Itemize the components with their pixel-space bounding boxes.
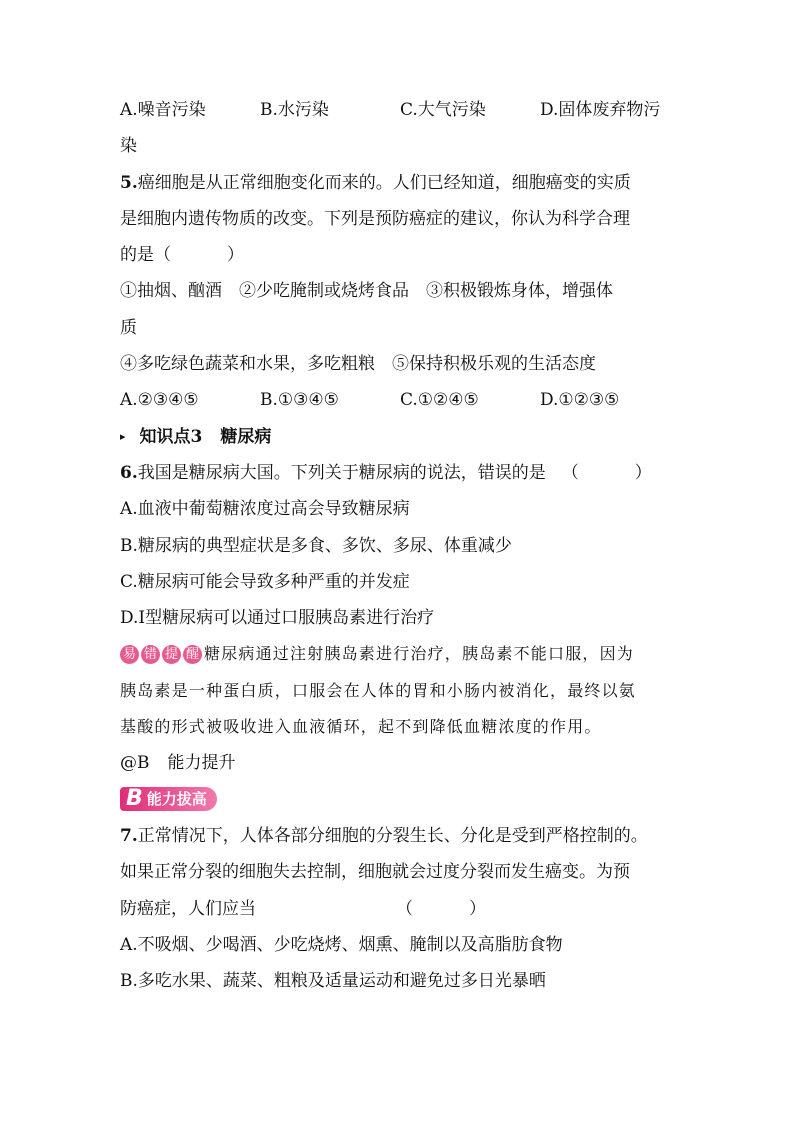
q5-option-a[interactable]: A.②③④⑤ [120, 390, 199, 411]
q6-number: 6. [120, 462, 138, 483]
q5-paren-close: ） [227, 245, 244, 266]
q6-option-b[interactable]: B.糖尿病的典型症状是多食、多饮、多尿、体重减少 [120, 535, 512, 556]
tip-text-2: 胰岛素是一种蛋白质，口服会在人体的胃和小肠内被消化，最终以氨 [120, 680, 637, 700]
q7-number: 7. [120, 825, 138, 846]
tip-text-3: 基酸的形式被吸收进入血液循环，起不到降低血糖浓度的作用。 [120, 717, 602, 737]
q5-option-d[interactable]: D.①②③⑤ [540, 390, 620, 411]
tip-text-1: 糖尿病通过注射胰岛素进行治疗，胰岛素不能口服，因为 [204, 644, 635, 664]
q6-option-d[interactable]: D.Ⅰ型糖尿病可以通过口服胰岛素进行治疗 [120, 608, 435, 629]
tip-line-1 [120, 636, 680, 672]
q7-stem-line-3 [120, 891, 680, 927]
tip-badge-char: 提 [162, 645, 181, 664]
banner-letter-b: B [126, 785, 143, 811]
q7-stem-text-1: 正常情况下，人体各部分细胞的分裂生长、分化是受到严格控制的。 [137, 825, 648, 846]
q5-stem-text-3: 的是（ [120, 245, 171, 266]
q7-option-a[interactable]: A.不吸烟、少喝酒、少吃烧烤、烟熏、腌制以及高脂肪食物 [120, 934, 563, 955]
section-b-title: 能力提升 [167, 753, 236, 774]
section-b-banner-row [120, 782, 680, 818]
q7-stem-text-3: 防癌症，人们应当 [120, 898, 256, 919]
q4-option-a[interactable]: A.噪音污染 [120, 100, 206, 120]
q5-option-b[interactable]: B.①③④⑤ [260, 390, 339, 411]
triangle-icon: ▸ [120, 429, 126, 443]
tip-line-2 [120, 673, 680, 709]
q6-stem [120, 455, 680, 491]
q5-item-line-1: ①抽烟、酗酒 ②少吃腌制或烧烤食品 ③积极锻炼身体，增强体 [120, 281, 613, 302]
q7-option-b[interactable]: B.多吃水果、蔬菜、粗粮及适量运动和避免过多日光暴晒 [120, 971, 546, 992]
q4-option-d-wrap: 染 [120, 136, 137, 157]
tip-badge-char: 易 [120, 645, 139, 664]
tip-badge-char: 醒 [183, 645, 202, 664]
q6-paren-open: （ [561, 462, 579, 483]
knowledge-point-heading [120, 419, 680, 455]
banner-text: 能力拔高 [146, 789, 207, 808]
q5-item-line-2: 质 [120, 317, 137, 338]
q5-options [120, 382, 680, 418]
q6-paren-close: ） [634, 462, 652, 483]
q5-stem-line-2: 是细胞内遗传物质的改变。下列是预防癌症的建议，你认为科学合理 [120, 208, 630, 229]
q6-option-c[interactable]: C.糖尿病可能会导致多种严重的并发症 [120, 571, 410, 592]
knowledge-point-topic: 糖尿病 [220, 426, 272, 447]
q5-stem-line-1 [120, 165, 680, 201]
tip-line-3 [120, 709, 680, 745]
tip-badge-char: 错 [141, 645, 160, 664]
q7-paren-close: ） [469, 898, 486, 919]
q4-option-b[interactable]: B.水污染 [260, 100, 329, 120]
knowledge-point-label: 知识点3 [139, 426, 203, 447]
section-b-marker: @B [120, 753, 150, 774]
q4-option-d[interactable]: D.固体废弃物污 [540, 100, 661, 120]
q4-option-c[interactable]: C.大气污染 [400, 100, 486, 120]
q4-options [120, 92, 680, 128]
q5-stem-text-1: 癌细胞是从正常细胞变化而来的。人们已经知道，细胞癌变的实质 [137, 172, 631, 193]
q7-stem-line-1 [120, 818, 680, 854]
q5-item-line-3: ④多吃绿色蔬菜和水果，多吃粗粮 ⑤保持积极乐观的生活态度 [120, 354, 596, 375]
mistake-tip-badge [120, 645, 202, 664]
q7-paren-open: （ [396, 898, 413, 919]
q5-stem-line-3 [120, 237, 680, 273]
q6-stem-text: 我国是糖尿病大国。下列关于糖尿病的说法，错误的是 [137, 462, 546, 483]
q7-stem-line-2: 如果正常分裂的细胞失去控制，细胞就会过度分裂而发生癌变。为预 [120, 862, 630, 883]
ability-banner [120, 787, 217, 811]
q5-option-c[interactable]: C.①②④⑤ [400, 390, 479, 411]
section-b-heading [120, 745, 680, 781]
q5-number: 5. [120, 172, 138, 193]
worksheet-content [120, 92, 680, 999]
q6-option-a[interactable]: A.血液中葡萄糖浓度过高会导致糖尿病 [120, 499, 410, 520]
